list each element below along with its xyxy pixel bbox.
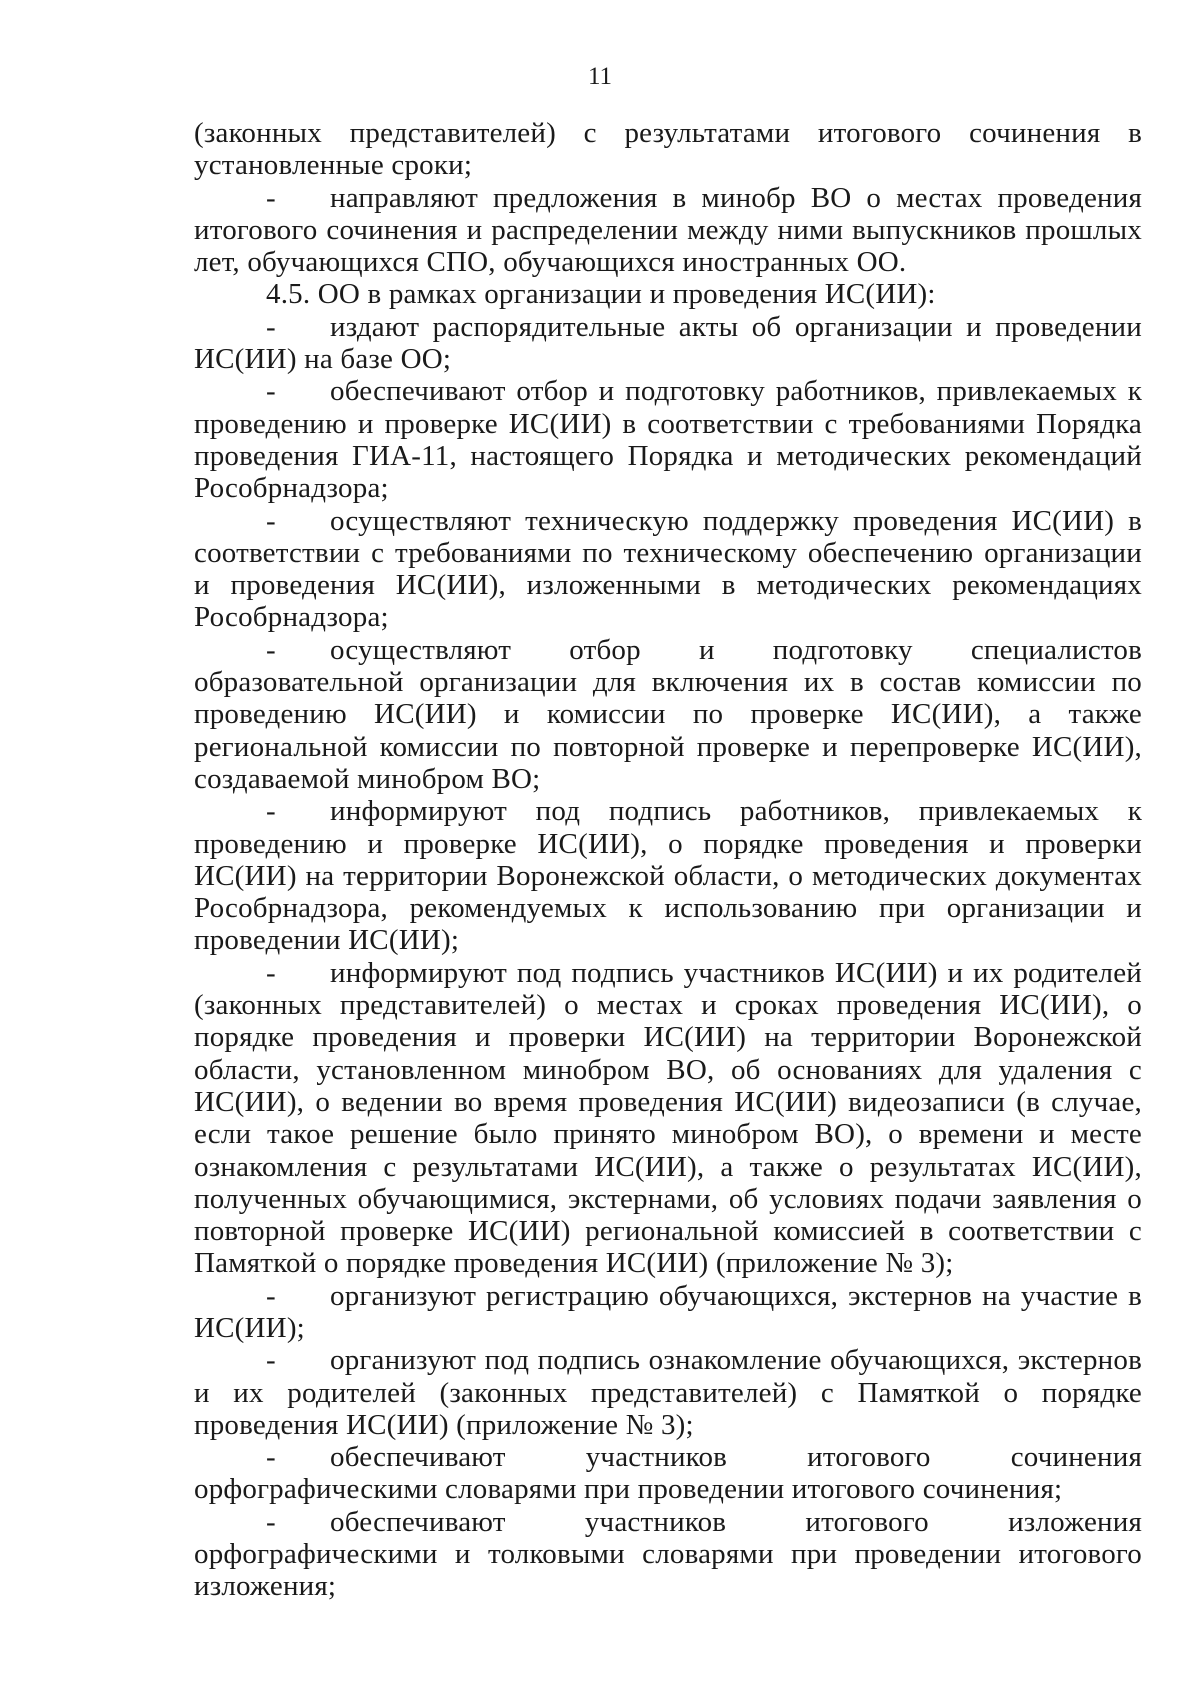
list-dash: - bbox=[266, 1505, 276, 1538]
paragraph-text: обеспечивают участников итогового изложения орфографическими и толковыми словарями при проведении итогового изложения; bbox=[194, 1505, 1142, 1603]
paragraph-text: информируют под подпись участников ИС(ИИ) и их родителей (законных представителей) о местах и сроках проведения ИС(ИИ), о порядке проведения и проверки ИС(ИИ) на территории Воронежской области, установленном минобром ВО, об основаниях для удаления с ИС(ИИ), о ведении во время проведения ИС(ИИ) видеозаписи (в случае, если такое решение было принято минобром ВО), о времени и месте ознакомления с результатами ИС(ИИ), а также о результатах ИС(ИИ), полученных обучающимися, экстернами, об условиях подачи заявления о повторной проверке ИС(ИИ) региональной комиссией в соответствии с Памяткой о порядке проведения ИС(ИИ) (приложение № 3); bbox=[194, 956, 1142, 1280]
list-item-specialists bbox=[194, 634, 1142, 795]
section-heading-4-5 bbox=[194, 278, 1142, 310]
list-item-presentation-dictionaries bbox=[194, 1506, 1142, 1603]
list-dash: - bbox=[266, 504, 276, 537]
paragraph-text: организуют регистрацию обучающихся, экстернов на участие в ИС(ИИ); bbox=[194, 1279, 1142, 1344]
list-item-technical-support bbox=[194, 505, 1142, 634]
paragraph-text: осуществляют техническую поддержку проведения ИС(ИИ) в соответствии с требованиями по техническому обеспечению организации и проведения ИС(ИИ), изложенными в методических рекомендациях Рособрнадзора; bbox=[194, 504, 1142, 634]
list-item-memo-acquaintance bbox=[194, 1344, 1142, 1441]
list-dash: - bbox=[266, 375, 276, 408]
list-dash: - bbox=[266, 310, 276, 343]
paragraph-text: направляют предложения в минобр ВО о местах проведения итогового сочинения и распределении между ними выпускников прошлых лет, обучающихся СПО, обучающихся иностранных ОО. bbox=[194, 181, 1142, 279]
list-dash: - bbox=[266, 633, 276, 666]
list-item-orders bbox=[194, 311, 1142, 376]
list-dash: - bbox=[266, 795, 276, 828]
paragraph-continuation bbox=[194, 117, 1142, 182]
document-body bbox=[194, 117, 1142, 1603]
list-dash: - bbox=[266, 1279, 276, 1312]
list-item-staff-selection bbox=[194, 375, 1142, 504]
paragraph-text: организуют под подпись ознакомление обучающихся, экстернов и их родителей (законных представителей) с Памяткой о порядке проведения ИС(ИИ) (приложение № 3); bbox=[194, 1344, 1142, 1441]
list-item-inform-staff bbox=[194, 795, 1142, 956]
list-item-registration bbox=[194, 1280, 1142, 1345]
list-dash: - bbox=[266, 181, 276, 214]
list-dash: - bbox=[266, 956, 276, 989]
paragraph-text: издают распорядительные акты об организации и проведении ИС(ИИ) на базе ОО; bbox=[194, 310, 1142, 376]
list-item-proposals bbox=[194, 182, 1142, 279]
paragraph-text: (законных представителей) с результатами итогового сочинения в установленные сроки; bbox=[194, 117, 1142, 182]
paragraph-text: 4.5. ОО в рамках организации и проведения ИС(ИИ): bbox=[266, 278, 936, 311]
paragraph-text: обеспечивают участников итогового сочинения орфографическими словарями при проведении итогового сочинения; bbox=[194, 1441, 1142, 1506]
paragraph-text: обеспечивают отбор и подготовку работников, привлекаемых к проведению и проверке ИС(ИИ) в соответствии с требованиями Порядка проведения ГИА-11, настоящего Порядка и методических рекомендаций Рособрнадзора; bbox=[194, 375, 1142, 505]
list-item-essay-dictionaries bbox=[194, 1441, 1142, 1506]
list-dash: - bbox=[266, 1344, 276, 1377]
paragraph-text: осуществляют отбор и подготовку специалистов образовательной организации для включения их в состав комиссии по проведению ИС(ИИ) и комиссии по проверке ИС(ИИ), а также региональной комиссии по повторной проверке и перепроверке ИС(ИИ), создаваемой минобром ВО; bbox=[194, 633, 1142, 795]
list-dash: - bbox=[266, 1441, 276, 1474]
list-item-inform-participants bbox=[194, 957, 1142, 1280]
paragraph-text: информируют под подпись работников, привлекаемых к проведению и проверке ИС(ИИ), о порядке проведения и проверки ИС(ИИ) на территории Воронежской области, о методических документах Рособрнадзора, рекомендуемых к использованию при организации и проведении ИС(ИИ); bbox=[194, 795, 1142, 957]
page-number: 11 bbox=[587, 63, 613, 90]
